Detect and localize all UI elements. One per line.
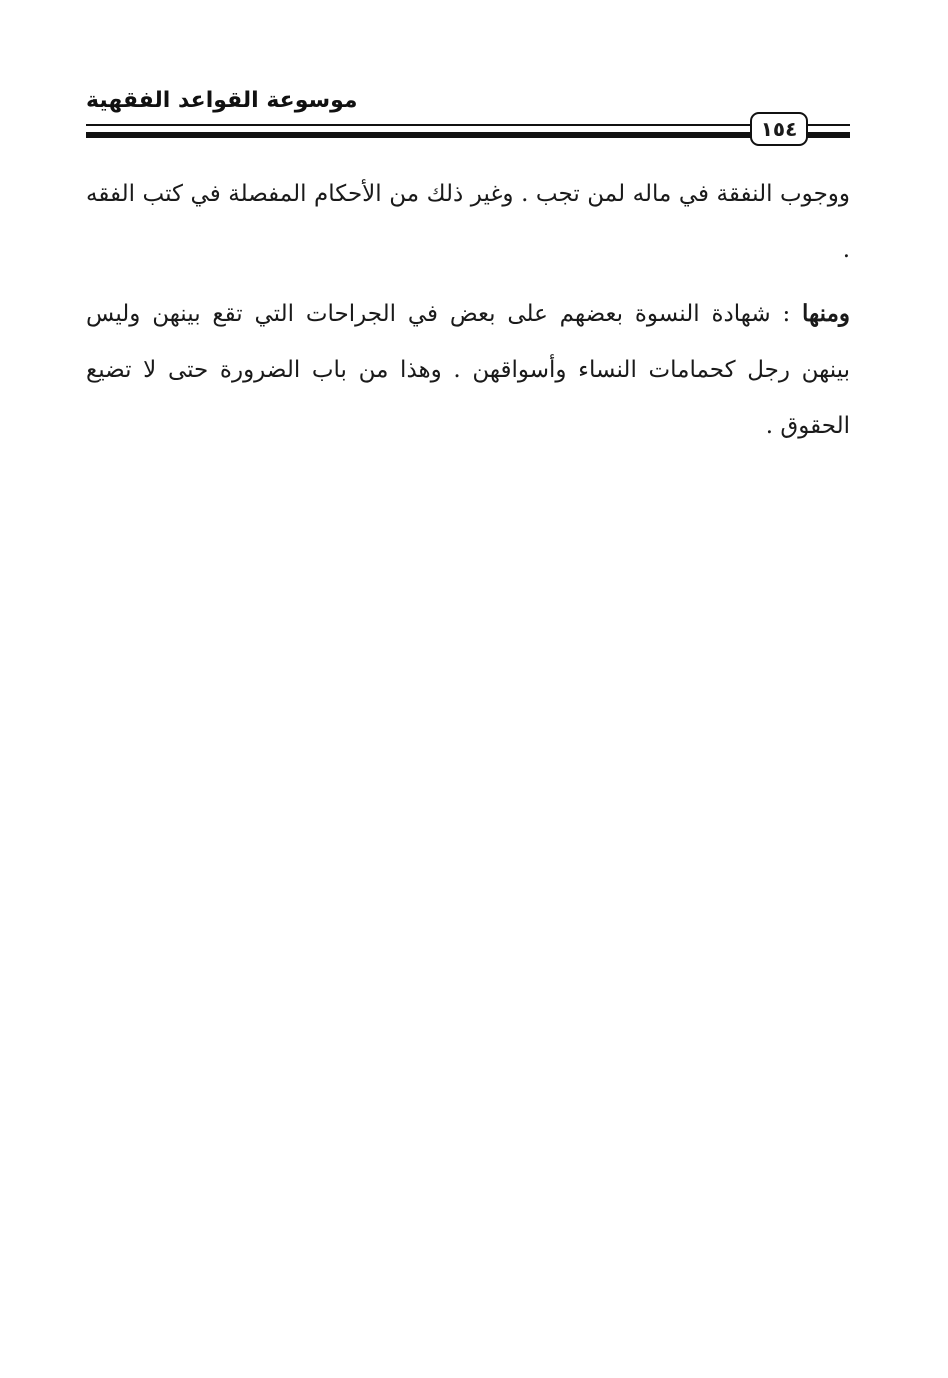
book-title: موسوعة القواعد الفقهية	[86, 88, 358, 113]
page-number-label: ١٥٤	[760, 117, 798, 141]
page-header	[86, 84, 850, 154]
page-number	[750, 112, 808, 146]
page-body	[86, 166, 850, 454]
paragraph-2-lead: ومنها	[802, 300, 850, 327]
paragraph-2-text: : شهادة النسوة بعضهم على بعض في الجراحات التي تقع بينهن وليس بينهن رجل كحمامات النساء وأسواقهن . وهذا من باب الضرورة حتى لا تضيع الحقوق .	[86, 301, 850, 439]
header-rule-thin	[86, 124, 850, 126]
paragraph-1: ووجوب النفقة في ماله لمن تجب . وغير ذلك من الأحكام المفصلة في كتب الفقه .	[86, 181, 850, 263]
paragraph-2	[86, 286, 850, 454]
header-rule-thick	[86, 132, 850, 138]
